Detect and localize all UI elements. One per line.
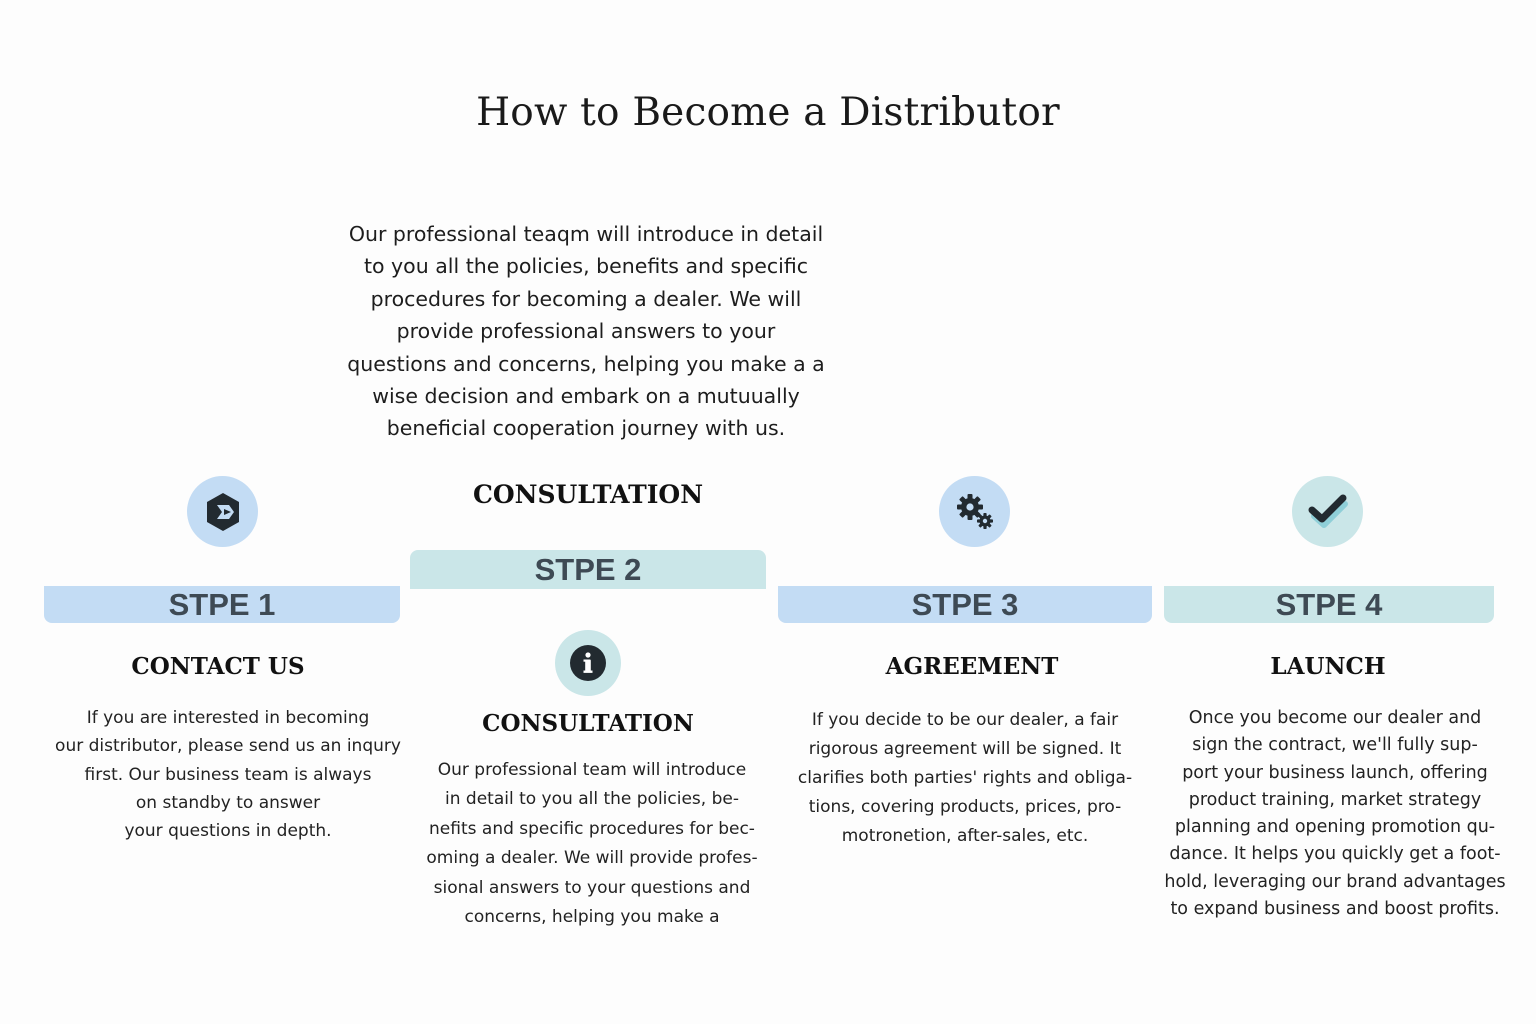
- desc-line: rigorous agreement will be signed. It: [808, 739, 1122, 759]
- step-1-label-bar: STPE 1: [44, 586, 400, 623]
- desc-line: motronetion, after-sales, etc.: [841, 826, 1089, 846]
- desc-line: clarifies both parties' rights and obliga-: [797, 768, 1133, 788]
- step-1-heading: CONTACT US: [131, 653, 305, 680]
- desc-line: If you decide to be our dealer, a fair: [811, 710, 1119, 730]
- step-2-description: [410, 756, 774, 932]
- desc-line: product training, market strategy: [1188, 789, 1482, 810]
- step-4-icon-badge: [1292, 476, 1363, 547]
- desc-line: first. Our business team is always: [84, 764, 372, 785]
- desc-line: planning and opening promotion qu-: [1174, 817, 1496, 838]
- step-3-description: [778, 706, 1152, 851]
- step-4-description: [1160, 705, 1510, 923]
- desc-line: If you are interested in becoming: [86, 708, 370, 728]
- intro-line: procedures for becoming a dealer. We will: [370, 286, 802, 311]
- desc-line: on standby to answer: [135, 792, 321, 813]
- desc-line: port your business launch, offering: [1182, 762, 1488, 783]
- logo-hexagon-icon: [201, 490, 245, 534]
- step-3-heading: AGREEMENT: [885, 653, 1059, 680]
- intro-line: wise decision and embark on a mutuually: [372, 384, 800, 409]
- desc-line: oming a dealer. We will provide profes-: [426, 848, 758, 869]
- step-2-heading: CONSULTATION: [482, 710, 694, 737]
- step-3-label-bar: STPE 3: [778, 586, 1152, 623]
- gears-icon: [951, 488, 999, 536]
- desc-line: to expand business and boost profits.: [1170, 899, 1500, 920]
- desc-line: concerns, helping you make a: [464, 907, 720, 928]
- intro-line: Our professional teaqm will introduce in detail: [348, 222, 824, 246]
- desc-line: sign the contract, we'll fully sup-: [1192, 735, 1478, 756]
- step-2-label-bar: STPE 2: [410, 550, 766, 589]
- intro-line: questions and concerns, helping you make a a: [347, 351, 825, 376]
- step-4-heading: LAUNCH: [1270, 653, 1386, 680]
- step-1-description: [44, 704, 412, 845]
- desc-line: nefits and specific procedures for bec-: [429, 818, 755, 839]
- desc-line: hold, leveraging our brand advantages: [1164, 871, 1506, 892]
- desc-line: in detail to you all the policies, be-: [445, 789, 739, 810]
- page-title: How to Become a Distributor: [476, 90, 1060, 135]
- intro-line: beneficial cooperation journey with us.: [386, 416, 786, 441]
- desc-line: Our professional team will introduce: [437, 760, 747, 780]
- step-3-icon-badge: [939, 476, 1010, 547]
- intro-line: provide professional answers to your: [396, 319, 776, 344]
- desc-line: our distributor, please send us an inqury: [55, 736, 401, 757]
- step-2-icon-badge: [555, 630, 621, 696]
- info-icon: [568, 643, 608, 683]
- desc-line: tions, covering products, prices, pro-: [808, 797, 1122, 817]
- desc-line: sional answers to your questions and: [433, 877, 751, 898]
- desc-line: your questions in depth.: [124, 821, 332, 842]
- desc-line: dance. It helps you quickly get a foot-: [1169, 844, 1501, 865]
- intro-line: to you all the policies, benefits and specific: [363, 254, 809, 279]
- desc-line: Once you become our dealer and: [1188, 708, 1482, 728]
- consultation-top-heading: CONSULTATION: [472, 480, 704, 509]
- step-4-label-bar: STPE 4: [1164, 586, 1494, 623]
- intro-paragraph: [336, 218, 836, 445]
- step-1-icon-badge: [187, 476, 258, 547]
- checkmark-icon: [1303, 487, 1353, 537]
